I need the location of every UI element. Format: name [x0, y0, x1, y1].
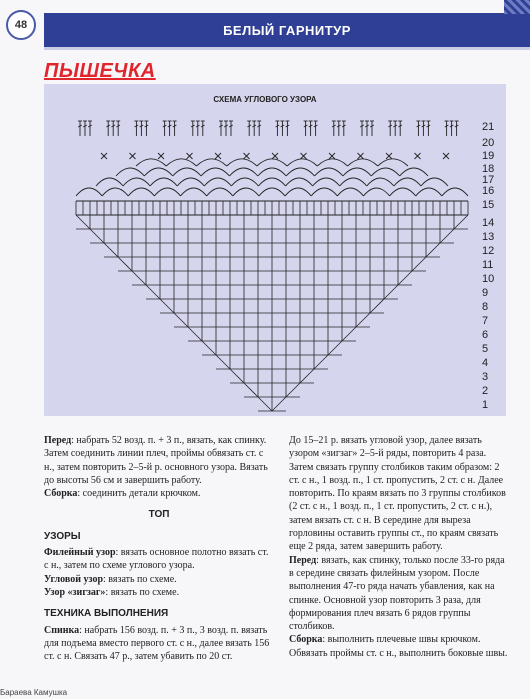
chart-grid-edge-left [132, 271, 146, 285]
chart-chain-arch [285, 188, 311, 196]
chart-grid-edge-left [244, 383, 258, 397]
chart-chain-arch [337, 188, 363, 196]
right-text-column [289, 434, 509, 660]
chart-grid-edge-left [146, 285, 160, 299]
chart-chain-arch [367, 178, 394, 186]
chart-row-number: 19 [482, 150, 495, 162]
chart-chain-arch [343, 168, 371, 176]
chart-chain-arch [259, 188, 285, 196]
chart-chain-arch [257, 159, 287, 166]
paragraph-assembly: Сборка: соединить детали крючком. [44, 488, 201, 500]
chart-row-number: 21 [482, 121, 495, 133]
chart-grid-edge-right [384, 285, 398, 299]
chart-row-number: 4 [482, 357, 489, 369]
paragraph-continue: До 15–21 р. вязать угловой узор, далее вязать узором «зигзаг» 2–5-й ряды, повторить 4 раза. Затем связать группу столбиков таким образом: 2 ст. с н., 1 возд. п., 1 ст. пропустить, 2 ст. с н. Далее повторить. По краям вязать по 3 группы столбиков (2 ст. с н., 1 возд. п., 1 ст. пропустить, 2 ст. с н.), затем вязать ст. с н. В середине для выреза горловины оставить группы ст., по краям связать еще 2 ряда, затем завершить работу. [289, 435, 506, 553]
chart-grid-edge-left [118, 257, 132, 271]
page-number: 48 [14, 19, 28, 31]
header-title: БЕЛЫЙ ГАРНИТУР [223, 22, 351, 38]
chart-row-number: 18 [482, 163, 495, 175]
paragraph-zigzag: Узор «зигзаг»: вязать по схеме. [44, 586, 180, 598]
chart-row-number: 17 [482, 174, 495, 186]
chart-chain-arch [231, 178, 258, 186]
chart-chain-arch [196, 159, 226, 166]
chart-row-number: 13 [482, 231, 495, 243]
chart-chain-arch [116, 168, 144, 176]
chart-chain-arch [136, 159, 166, 166]
chart-chain-arch [378, 159, 408, 166]
chart-row-number: 16 [482, 185, 495, 197]
chart-grid-edge-right [370, 299, 384, 313]
chart-chain-arch [123, 178, 150, 186]
chart-chain-arch [286, 168, 314, 176]
chart-title: СХЕМА УГЛОВОГО УЗОРА [213, 95, 317, 104]
chart-grid-edge-right [272, 397, 286, 411]
chart-chain-arch [258, 178, 285, 186]
chart-chain-arch [315, 168, 343, 176]
chart-chain-arch [166, 159, 196, 166]
chart-grid-edge-right [328, 341, 342, 355]
chart-row-number: 2 [482, 385, 489, 397]
chart-chain-arch [207, 188, 233, 196]
chart-chain-arch [258, 168, 286, 176]
chart-grid-edge-right [300, 369, 314, 383]
chart-row-number: 7 [482, 315, 489, 327]
chart-chain-arch [311, 188, 337, 196]
chart-grid-edge-right [454, 215, 468, 229]
chart-row-number: 9 [482, 287, 489, 299]
chart-grid-edge-left [188, 327, 202, 341]
chart-chain-arch [348, 159, 378, 166]
paragraph-front-2: Перед: вязать, как спинку, только после 33-го ряда в середине связать филейным узором. После выполнения 47-го ряда начать убавления, как на спинке. Основной узор повторить 3 раза, для формирования плеч вязать 6 рядов группы столбиков. [289, 554, 505, 633]
chart-chain-arch [201, 168, 229, 176]
chart-grid-edge-right [440, 229, 454, 243]
chart-grid-edge-right [412, 257, 426, 271]
chart-grid-edge-left [174, 313, 188, 327]
chart-chain-arch [400, 168, 428, 176]
section-patterns: УЗОРЫ [44, 530, 81, 542]
chart-chain-arch [204, 178, 231, 186]
chart-chain-arch [76, 188, 102, 196]
chart-chain-arch [416, 188, 442, 196]
pattern-chart-panel [44, 84, 506, 416]
header-bar [44, 13, 530, 50]
chart-row-number: 12 [482, 245, 495, 257]
chart-row-number: 15 [482, 199, 495, 211]
chart-grid-edge-right [342, 327, 356, 341]
chart-grid-edge-left [230, 369, 244, 383]
chart-chain-arch [363, 188, 389, 196]
section-technique: ТЕХНИКА ВЫПОЛНЕНИЯ [44, 608, 169, 620]
chart-chain-arch [340, 178, 367, 186]
paragraph-filet: Филейный узор: вязать основное полотно вязать ст. с н., затем по схеме углового узора. [44, 547, 269, 572]
chart-chain-arch [317, 159, 347, 166]
chart-chain-arch [154, 188, 180, 196]
chart-grid-edge-right [426, 243, 440, 257]
chart-grid-edge-right [398, 271, 412, 285]
chart-grid-edge-left [202, 341, 216, 355]
chart-chain-arch [287, 159, 317, 166]
paragraph-corner: Угловой узор: вязать по схеме. [44, 573, 177, 585]
chart-chain-arch [421, 178, 448, 186]
chart-chain-arch [233, 188, 259, 196]
chart-chain-arch [442, 188, 468, 196]
left-text-column [44, 434, 274, 663]
chart-chain-arch [390, 188, 416, 196]
chart-chain-arch [394, 178, 421, 186]
chart-chain-arch [227, 159, 257, 166]
chart-chain-arch [173, 168, 201, 176]
chart-row-number: 14 [482, 217, 495, 229]
chart-grid-edge-left [160, 299, 174, 313]
paragraph-back: Спинка: набрать 156 возд. п. + 3 п., 3 возд. п. вязать для подъема вместо первого ст. с н., далее вязать 156 ст. с н. Связать 47 р., затем убавить по 20 ст. [44, 624, 270, 663]
crochet-chart-diagram [44, 84, 506, 416]
chart-grid-edge-left [104, 243, 118, 257]
page-number-badge [6, 10, 36, 40]
chart-row-number: 20 [482, 137, 495, 149]
chart-chain-arch [371, 168, 399, 176]
chart-row-number: 3 [482, 371, 489, 383]
chart-grid-edge-right [314, 355, 328, 369]
chart-grid-edge-left [216, 355, 230, 369]
chart-chain-arch [229, 168, 257, 176]
corner-ornament [504, 0, 530, 14]
chart-grid-edge-left [258, 397, 272, 411]
chart-chain-arch [128, 188, 154, 196]
chart-chain-arch [181, 188, 207, 196]
paragraph-front: Перед: набрать 52 возд. п. + 3 п., вязать, как спинку. Затем соединить линии плеч, проймы обвязать ст. с н., затем повторить 2–5-й р. основного узора. Вязать до высоты 56 см и завершить работу. [44, 435, 268, 486]
chart-chain-arch [177, 178, 204, 186]
chart-chain-arch [96, 178, 123, 186]
watermark-logo: ПЫШЕЧКА [44, 60, 156, 82]
footer-credit: Бараева Камушка [0, 688, 68, 697]
chart-chain-arch [313, 178, 340, 186]
chart-row-number: 8 [482, 301, 489, 313]
chart-row-number: 11 [482, 259, 494, 271]
chart-row-number: 1 [482, 399, 489, 411]
chart-row-number: 6 [482, 329, 489, 341]
chart-chain-arch [102, 188, 128, 196]
paragraph-assembly-2: Сборка: выполнить плечевые швы крючком. Обвязать проймы ст. с н., выполнить боковые швы. [289, 634, 508, 659]
chart-row-number: 10 [482, 273, 495, 285]
chart-chain-arch [150, 178, 177, 186]
chart-grid-edge-right [286, 383, 300, 397]
chart-grid-edge-left [90, 229, 104, 243]
chart-grid-edge-right [356, 313, 370, 327]
chart-row-number: 5 [482, 343, 489, 355]
chart-grid-edge-left [76, 215, 90, 229]
section-top: ТОП [148, 509, 170, 521]
chart-chain-arch [144, 168, 172, 176]
chart-chain-arch [286, 178, 313, 186]
